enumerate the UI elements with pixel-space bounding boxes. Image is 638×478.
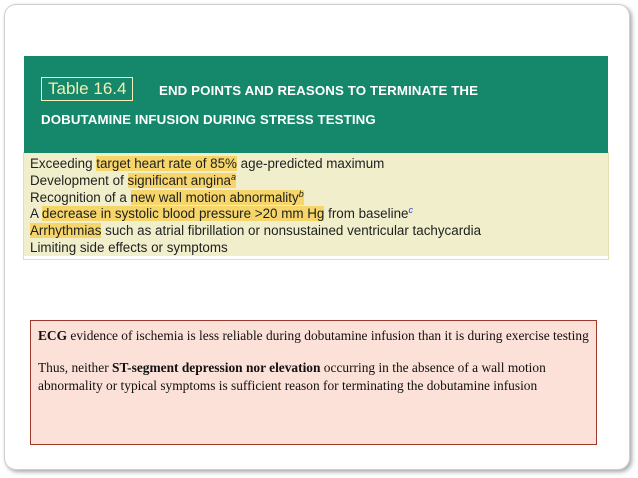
table-body (24, 153, 608, 259)
note-text: occurring in the absence of a wall motion abnormality or typical symptoms is sufficient reason for terminating the dobutamine infusion (38, 360, 546, 393)
note-bold: ST-segment depression nor elevation (112, 360, 321, 375)
table-row (30, 240, 602, 257)
footnote-marker: b (298, 188, 304, 199)
row-text: Development of (30, 172, 128, 188)
table-header (24, 56, 608, 153)
table-row (30, 223, 602, 240)
table-title-line-1: END POINTS AND REASONS TO TERMINATE THE (159, 83, 479, 98)
highlight (131, 190, 304, 205)
note-box (30, 320, 597, 445)
row-text: Exceeding (30, 156, 97, 171)
highlight-text: new wall motion abnormality (130, 189, 299, 205)
note-text: evidence of ischemia is less reliable during dobutamine infusion than it is during exercise testing (67, 328, 589, 343)
row-text: Limiting side effects or symptoms (30, 239, 228, 255)
table-title-line-2: DOBUTAMINE INFUSION DURING STRESS TESTING (41, 112, 376, 127)
row-text: from baseline (324, 206, 409, 222)
note-bold: ECG (38, 328, 68, 343)
highlight (128, 173, 237, 188)
highlight: Arrhythmias (30, 223, 102, 239)
table-row (30, 156, 602, 173)
table-label: Table 16.4 (41, 77, 133, 101)
table-row (30, 173, 602, 190)
note-text: Thus, neither (38, 360, 113, 375)
note-paragraph-1 (38, 327, 589, 345)
highlight: target heart rate of 85% (96, 156, 237, 171)
table-figure (24, 56, 608, 259)
footnote-marker: c (408, 205, 413, 216)
highlight-text: significant angina (127, 172, 231, 188)
row-text: age-predicted maximum (236, 156, 385, 171)
note-paragraph-2 (38, 359, 589, 395)
footnote-marker: a (231, 171, 237, 182)
row-text: Recognition of a (30, 189, 131, 205)
table-row (30, 206, 602, 223)
row-text: A (30, 206, 42, 222)
row-text: such as atrial fibrillation or nonsustained ventricular tachycardia (101, 223, 482, 239)
table-row (30, 190, 602, 207)
highlight: decrease in systolic blood pressure >20 mm Hg (41, 206, 325, 222)
